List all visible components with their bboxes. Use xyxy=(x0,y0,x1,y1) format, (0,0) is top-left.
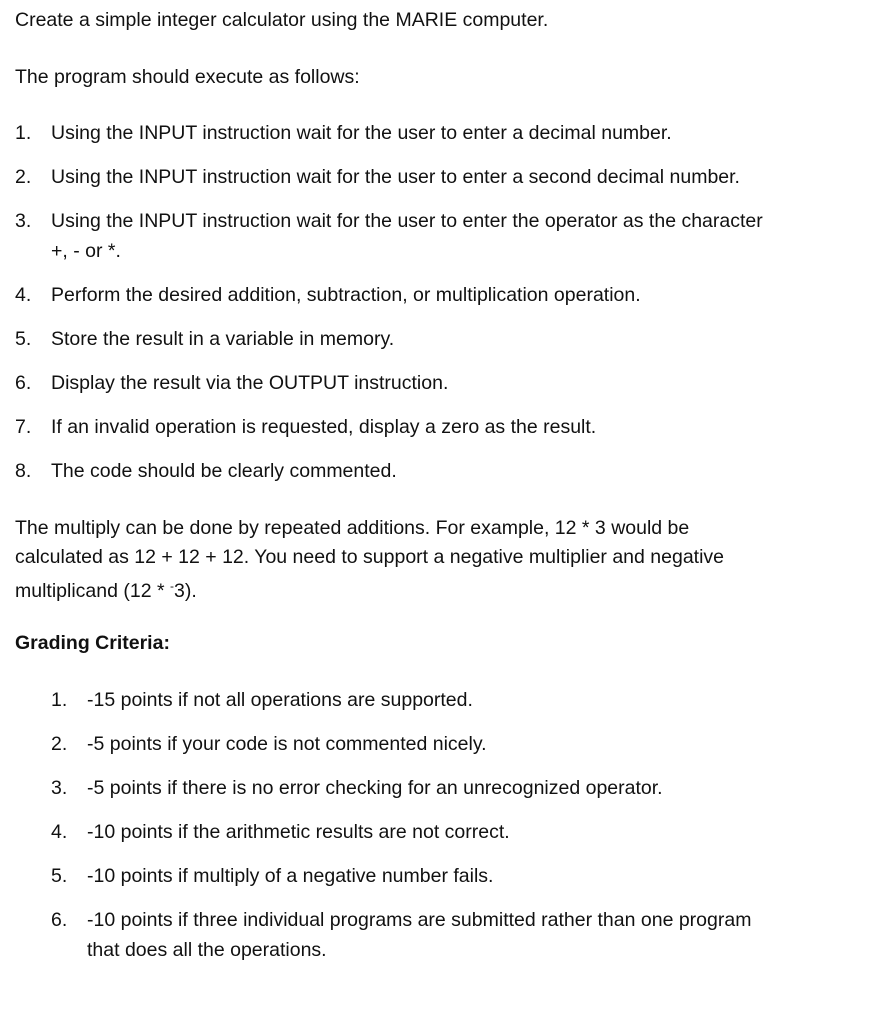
step-text: Using the INPUT instruction wait for the user to enter the operator as the character xyxy=(51,210,763,232)
criteria-text-continued: that does all the operations. xyxy=(87,939,327,961)
criteria-number: 5. xyxy=(51,865,68,887)
criteria-number: 3. xyxy=(51,777,68,799)
negative-sign-superscript: - xyxy=(170,579,174,593)
step-number: 7. xyxy=(15,416,32,438)
criteria-text: -10 points if three individual programs are submitted rather than one program xyxy=(87,909,752,931)
grading-heading: Grading Criteria: xyxy=(15,632,170,654)
step-text: If an invalid operation is requested, display a zero as the result. xyxy=(51,416,597,438)
criteria-text: -10 points if the arithmetic results are not correct. xyxy=(87,821,510,843)
step-text: Perform the desired addition, subtraction, or multiplication operation. xyxy=(51,284,641,306)
criteria-text: -5 points if there is no error checking for an unrecognized operator. xyxy=(87,777,663,799)
multiply-note-line xyxy=(15,571,197,606)
step-number: 1. xyxy=(15,122,32,144)
multiply-note-text: multiplicand (12 * xyxy=(15,580,170,602)
step-number: 5. xyxy=(15,328,32,350)
criteria-number: 2. xyxy=(51,733,68,755)
step-text: Using the INPUT instruction wait for the user to enter a second decimal number. xyxy=(51,166,740,188)
step-number: 8. xyxy=(15,460,32,482)
criteria-text: -5 points if your code is not commented nicely. xyxy=(87,733,487,755)
step-number: 4. xyxy=(15,284,32,306)
criteria-number: 6. xyxy=(51,909,68,931)
multiply-note-text: 3). xyxy=(174,580,197,602)
step-number: 2. xyxy=(15,166,32,188)
criteria-text: -10 points if multiply of a negative number fails. xyxy=(87,865,494,887)
step-text-continued: +, - or *. xyxy=(51,240,121,262)
step-text: Using the INPUT instruction wait for the user to enter a decimal number. xyxy=(51,122,672,144)
intro-text: Create a simple integer calculator using the MARIE computer. xyxy=(15,9,549,31)
step-text: Display the result via the OUTPUT instruction. xyxy=(51,372,449,394)
step-number: 6. xyxy=(15,372,32,394)
criteria-number: 4. xyxy=(51,821,68,843)
criteria-number: 1. xyxy=(51,689,68,711)
criteria-text: -15 points if not all operations are supported. xyxy=(87,689,473,711)
step-number: 3. xyxy=(15,210,32,232)
multiply-note-line: The multiply can be done by repeated additions. For example, 12 * 3 would be xyxy=(15,517,690,539)
step-text: Store the result in a variable in memory. xyxy=(51,328,395,350)
multiply-note-line: calculated as 12 + 12 + 12. You need to support a negative multiplier and negative xyxy=(15,546,725,568)
execution-intro: The program should execute as follows: xyxy=(15,66,360,88)
step-text: The code should be clearly commented. xyxy=(51,460,397,482)
